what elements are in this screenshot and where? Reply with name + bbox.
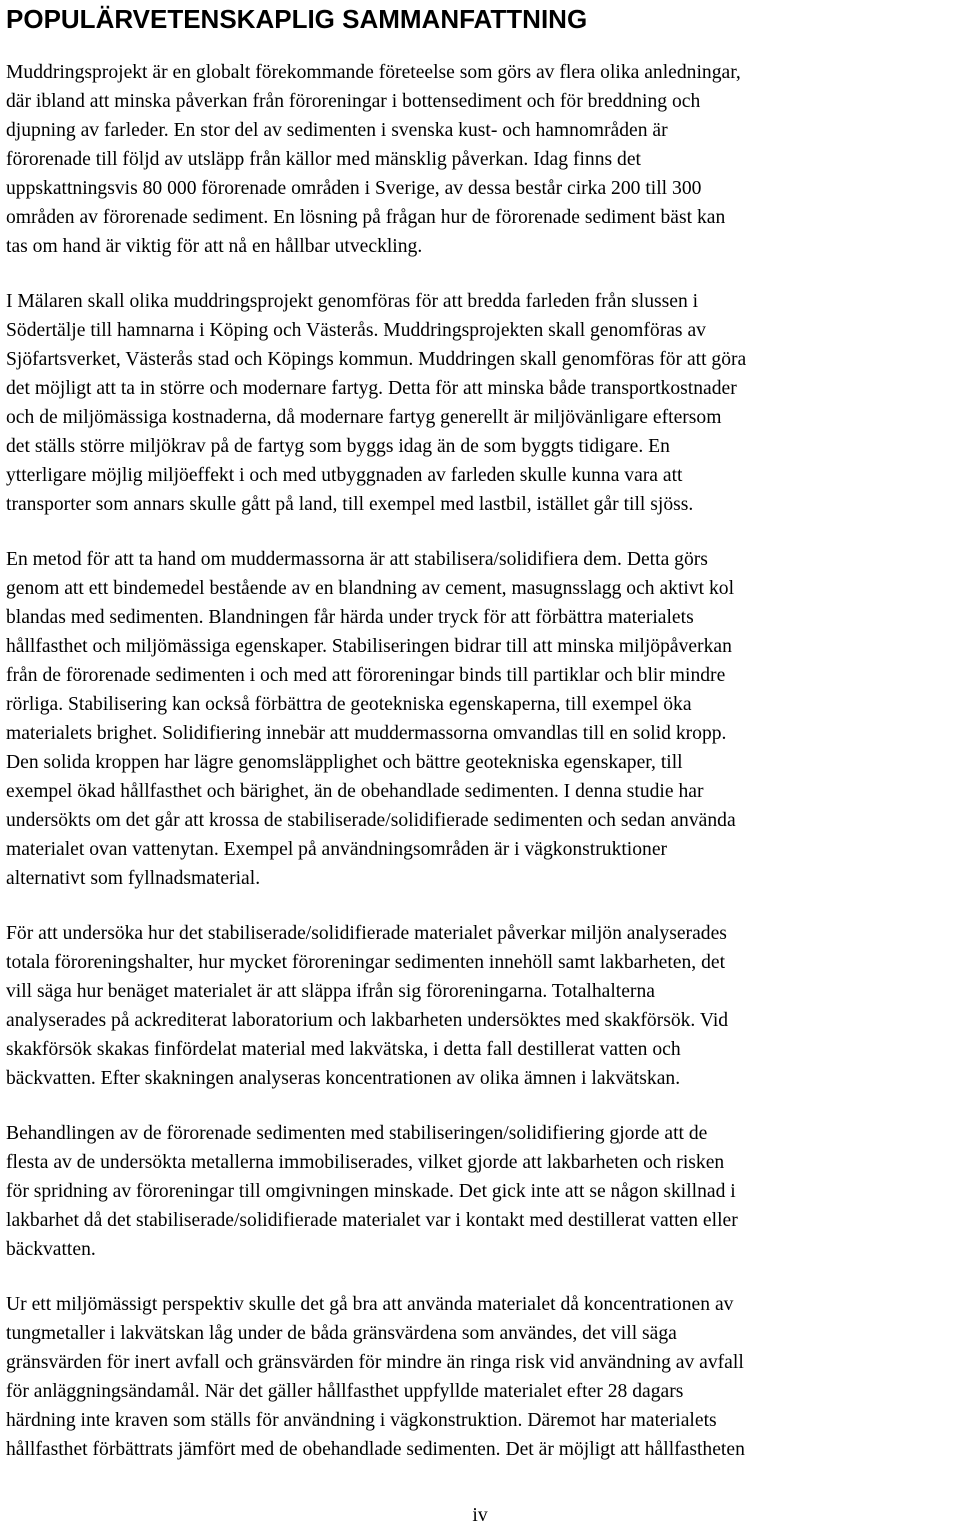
paragraph <box>6 919 956 1093</box>
text-line: Behandlingen av de förorenade sedimenten med stabiliseringen/solidifiering gjorde att de <box>6 1123 708 1144</box>
text-line: alternativt som fyllnadsmaterial. <box>6 868 261 889</box>
text-line: flesta av de undersökta metallerna immobiliserades, vilket gjorde att lakbarheten och risken <box>6 1152 725 1173</box>
text-line: där ibland att minska påverkan från föroreningar i bottensediment och för breddning och <box>6 91 701 112</box>
text-line: undersökts om det går att krossa de stabiliserade/solidifierade sedimenten och sedan använda <box>6 810 736 831</box>
text-line: Muddringsprojekt är en globalt förekommande företeelse som görs av flera olika anledningar, <box>6 62 741 83</box>
text-line: materialet ovan vattenytan. Exempel på användningsområden är i vägkonstruktioner <box>6 839 668 860</box>
text-line: Södertälje till hamnarna i Köping och Västerås. Muddringsprojekten skall genomföras av <box>6 320 706 341</box>
text-line: förorenade till följd av utsläpp från källor med mänsklig påverkan. Idag finns det <box>6 149 641 170</box>
text-line: materialets brighet. Solidifiering innebär att muddermassorna omvandlas till en solid kropp. <box>6 723 727 744</box>
text-line: exempel ökad hållfasthet och bärighet, än de obehandlade sedimenten. I denna studie har <box>6 781 704 802</box>
paragraph <box>6 1290 956 1464</box>
text-line: hållfasthet och miljömässiga egenskaper. Stabiliseringen bidrar till att minska miljöpåverkan <box>6 636 732 657</box>
text-line: skakförsök skakas finfördelat material med lakvätska, i detta fall destillerat vatten och <box>6 1039 681 1060</box>
text-line: analyserades på ackrediterat laboratorium och lakbarheten undersöktes med skakförsök. Vid <box>6 1010 729 1031</box>
text-line: bäckvatten. Efter skakningen analyseras koncentrationen av olika ämnen i lakvätskan. <box>6 1068 681 1089</box>
text-line: det ställs större miljökrav på de fartyg som byggs idag än de som byggts tidigare. En <box>6 436 670 457</box>
page-number: iv <box>472 1505 488 1526</box>
text-line: I Mälaren skall olika muddringsprojekt genomföras för att bredda farleden från slussen i <box>6 291 699 312</box>
text-line: bäckvatten. <box>6 1239 96 1260</box>
text-line: totala föroreningshalter, hur mycket föroreningar sedimenten innehöll samt lakbarheten, det <box>6 952 726 973</box>
text-line: hållfasthet förbättrats jämfört med de obehandlade sedimenten. Det är möjligt att hållfastheten <box>6 1439 745 1460</box>
text-line: för spridning av föroreningar till omgivningen minskade. Det gick inte att se någon skillnad i <box>6 1181 736 1202</box>
body-text <box>6 58 956 1490</box>
text-line: områden av förorenade sediment. En lösning på frågan hur de förorenade sediment bäst kan <box>6 207 726 228</box>
text-line: Den solida kroppen har lägre genomsläpplighet och bättre geotekniska egenskaper, till <box>6 752 683 773</box>
text-line: djupning av farleder. En stor del av sedimenten i svenska kust- och hamnområden är <box>6 120 668 141</box>
text-line: och de miljömässiga kostnaderna, då modernare fartyg generellt är miljövänligare eftersom <box>6 407 722 428</box>
paragraph <box>6 1119 956 1264</box>
paragraph <box>6 58 956 261</box>
section-heading: POPULÄRVETENSKAPLIG SAMMANFATTNING <box>6 4 588 34</box>
text-line: gränsvärden för inert avfall och gränsvärden för mindre än ringa risk vid användning av avfall <box>6 1352 744 1373</box>
text-line: tas om hand är viktig för att nå en hållbar utveckling. <box>6 236 423 257</box>
text-line: tungmetaller i lakvätskan låg under de båda gränsvärdena som användes, det vill säga <box>6 1323 677 1344</box>
text-line: ytterligare möjlig miljöeffekt i och med utbyggnaden av farleden skulle kunna vara att <box>6 465 683 486</box>
paragraph <box>6 287 956 519</box>
text-line: transporter som annars skulle gått på land, till exempel med lastbil, istället går till sjöss. <box>6 494 694 515</box>
text-line: rörliga. Stabilisering kan också förbättra de geotekniska egenskaperna, till exempel öka <box>6 694 692 715</box>
text-line: uppskattningsvis 80 000 förorenade områden i Sverige, av dessa består cirka 200 till 300 <box>6 178 702 199</box>
text-line: Sjöfartsverket, Västerås stad och Köpings kommun. Muddringen skall genomföras för att göra <box>6 349 747 370</box>
text-line: Ur ett miljömässigt perspektiv skulle det gå bra att använda materialet då koncentrationen av <box>6 1294 734 1315</box>
text-line: lakbarhet då det stabiliserade/solidifierade materialet var i kontakt med destillerat vatten eller <box>6 1210 738 1231</box>
text-line: blandas med sedimenten. Blandningen får härda under tryck för att förbättra materialets <box>6 607 694 628</box>
text-line: För att undersöka hur det stabiliserade/solidifierade materialet påverkar miljön analyserades <box>6 923 727 944</box>
text-line: härdning inte kraven som ställs för användning i vägkonstruktion. Däremot har materialets <box>6 1410 717 1431</box>
text-line: det möjligt att ta in större och modernare fartyg. Detta för att minska både transportkostnader <box>6 378 737 399</box>
text-line: från de förorenade sedimenten i och med att föroreningar binds till partiklar och blir mindre <box>6 665 726 686</box>
text-line: vill säga hur benäget materialet är att släppa ifrån sig föroreningarna. Totalhalterna <box>6 981 655 1002</box>
paragraph <box>6 545 956 893</box>
text-line: för anläggningsändamål. När det gäller hållfasthet uppfyllde materialet efter 28 dagars <box>6 1381 684 1402</box>
text-line: genom att ett bindemedel bestående av en blandning av cement, masugnsslagg och aktivt kol <box>6 578 735 599</box>
text-line: En metod för att ta hand om muddermassorna är att stabilisera/solidifiera dem. Detta görs <box>6 549 708 570</box>
